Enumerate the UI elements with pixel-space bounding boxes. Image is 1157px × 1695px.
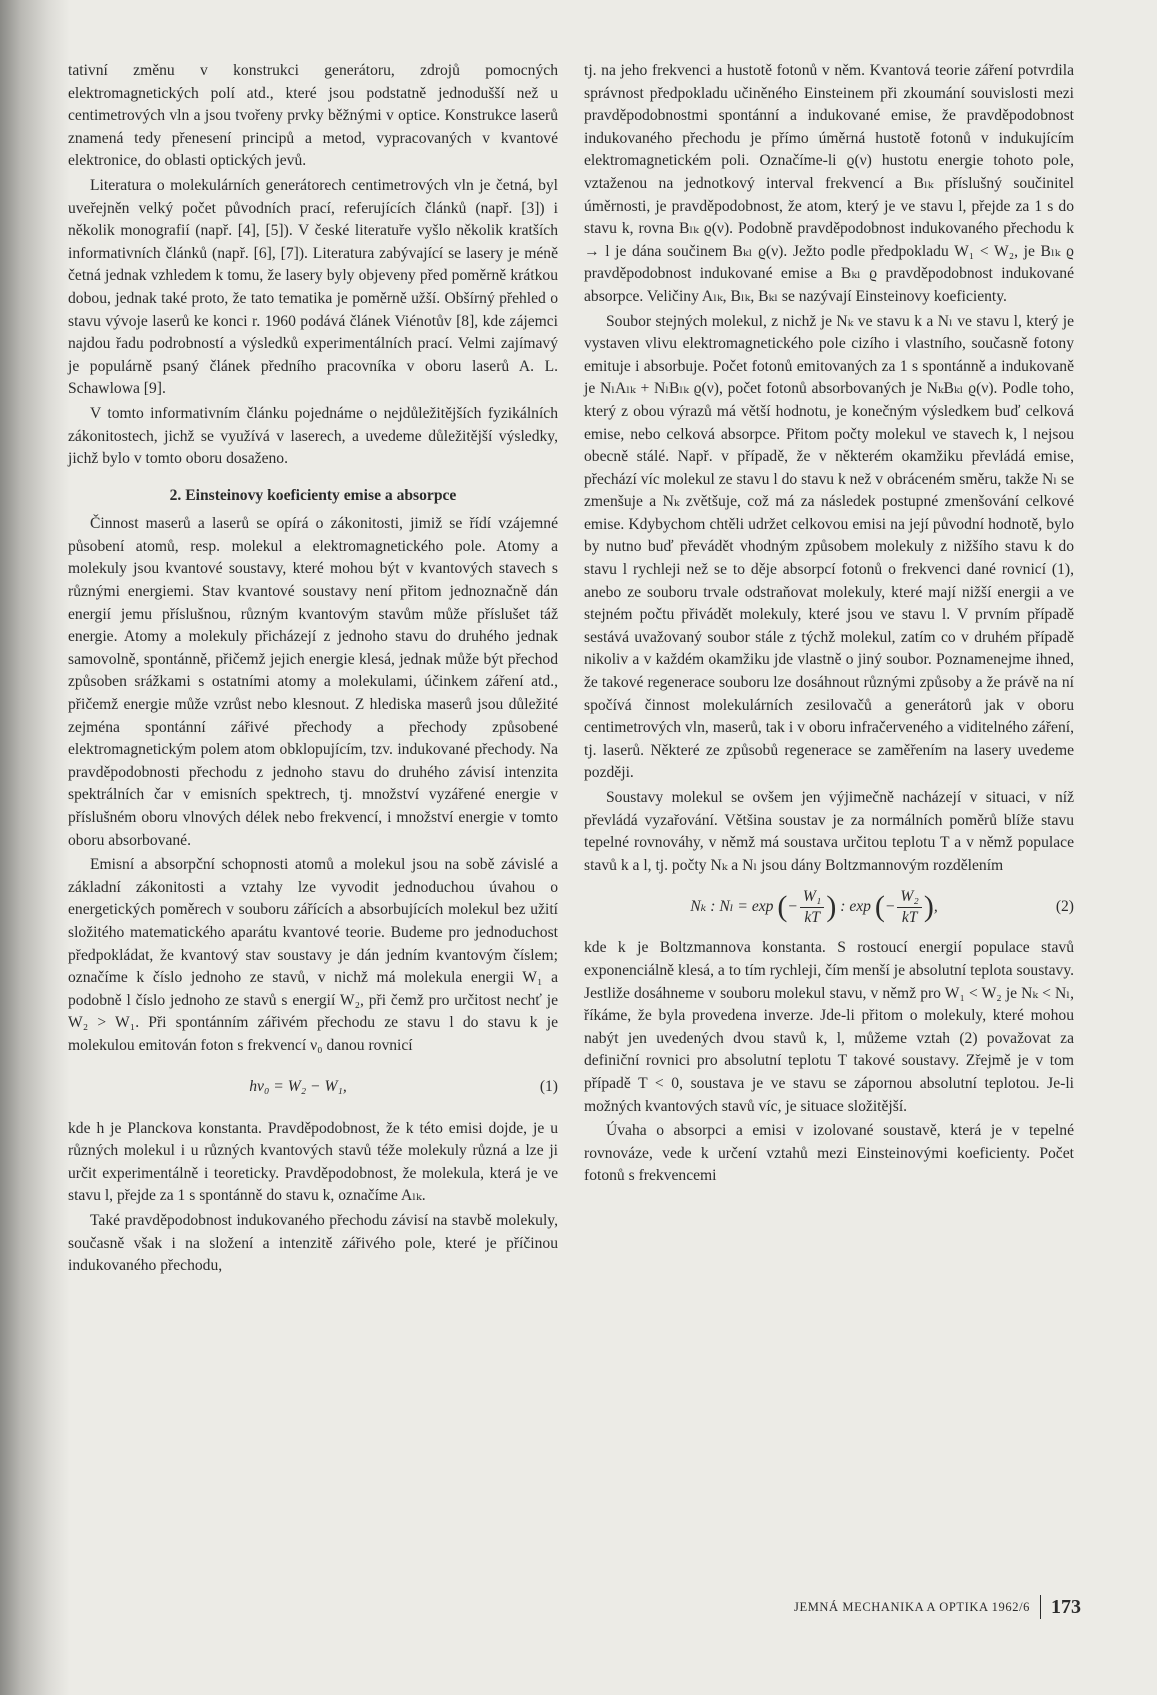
equation-body: Nₖ : Nₗ = exp (− $\frac{\text{W₁}}{kT}$ ) : exp (− $\frac{\text{W₂}}{kT}$ ), [690,887,938,926]
numerator: W₂ [897,887,921,908]
paragraph: kde k je Boltzmannova konstanta. S rostoucí energií populace stavů exponenciálně klesá, a to tím rychleji, čím menší je absolutní teplota soustavy. Jestliže dosáhneme v souboru molekul stavu, v němž pro W₁ < W₂ je Nₖ < Nₗ, říkáme, že byla provedena inverze. Jde-li přitom o molekuly, které mohou nabýt jen uvedených dvou stavů k, l, můžeme vztah (2) považovat za definiční rovnici pro absolutní teplotu T takové soustavy. Zřejmě je v tom případě T < 0, soustava je ve stavu se zápornou absolutní teplotou. Je-li možných kvantových stavů víc, je situace složitější. [584,939,1074,1115]
page-number: 173 [1051,1595,1081,1618]
denominator: kT [901,908,918,926]
equation-number: (2) [1055,898,1074,916]
paragraph: Také pravděpodobnost indukovaného přechodu závisí na stavbě molekuly, současně však i na složení a intenzitě zářivého pole, které je příčinou indukovaného přechodu, [68,1211,558,1275]
paragraph: Soustavy molekul se ovšem jen výjimečně nacházejí v situaci, v níž převládá vyzařování. Většina soustav je za normálních poměrů blíže stavu tepelné rovnováhy, v němž má soustava určitou teplotu T a v němž populace stavů k a l, tj. počty Nₖ a Nₗ jsou dány Boltzmannovým rozdělením [584,789,1074,874]
equation-2 [584,885,1074,929]
section-heading: 2. Einsteinovy koeficienty emise a absorpce [169,486,457,504]
paragraph: Emisní a absorpční schopnosti atomů a molekul jsou na sobě závislé a základní zákonitosti a vztahy lze vyvodit jednoduchou úvahou o energetických poměrech v souboru zářících a absorbujících molekul bez užití složitého matematického aparátu kvantové teorie. Budeme pro jednoduchost předpokládat, že kvantový stav soustavy je dán jedním kvantovým číslem; označíme k číslo jednoho ze stavů, v nichž má molekula energii W₁ a podobně l číslo jednoho ze stavů s energií W₂, při čemž pro určitost nechť je W₂ > W₁. Při spontánním zářivém přechodu ze stavu l do stavu k je molekulou emitován foton s frekvencí ν₀ danou rovnicí [68,856,558,1054]
equation-mid: : exp [840,897,871,915]
numerator: W₁ [800,887,824,908]
paragraph: tativní změnu v konstrukci generátoru, zdrojů pomocných elektromagnetických polí atd., které jsou podstatně jednodušší než u centimetrových vln a jsou tvořeny prvky běžnými v optice. Konstrukce laserů znamená tedy přenesení principů a metod, vypracovaných v kvantové elektronice, do oblasti optických jevů. [68,62,558,170]
paragraph: Činnost maserů a laserů se opírá o zákonitosti, jimiž se řídí vzájemné působení atomů, resp. molekul a elektromagnetického pole. Atomy a molekuly jsou kvantové soustavy, které mohou být v kvantových stavech s různými energiemi. Stav kvantové soustavy není přitom jednoznačně dán energií jemu příslušnou, různým kvantovým stavům může příslušet táž energie. Atomy a molekuly přicházejí z jednoho stavu do druhého jednak samovolně, spontánně, přičemž jejich energie klesá, jednak může být přechod způsoben srážkami s ostatními atomy a molekulami, účinkem záření atd., přičemž energie může vzrůst nebo klesnout. Z hlediska maserů jsou důležité zejména spontánní zářivé přechody a přechody způsobené elektromagnetickým polem atom obklopujícím, tzv. indukované přechody. Na pravděpodobnosti přechodu z jednoho stavu do druhého závisí intenzita spektrálních čar v emisních spektrech, tj. množství vyzářené energie v příslušném oboru vlnových délek nebo frekvencí, i množství energie v tomto oboru absorbované. [68,515,558,849]
paragraph: V tomto informativním článku pojednáme o nejdůležitějších fyzikálních zákonitostech, jichž se využívá v laserech, a uvedeme důležitější výsledky, jichž bylo v tomto oboru dosaženo. [68,404,558,468]
footer-divider [1040,1595,1041,1619]
denominator: kT [804,908,820,926]
equation-body: hν₀ = W₂ − W₁, [249,1078,347,1096]
paragraph: Literatura o molekulárních generátorech centimetrových vln je četná, byl uveřejněn velký počet původních prací, referujících článků (např. [3]) i několik monografií (např. [4], [5]). V české literatuře vyšlo několik kratších informativních článků (např. [6], [7]). Literatura zabývající se lasery je méně četná jednak vzhledem k tomu, že lasery byly objeveny před poměrně krátkou dobou, jednak také proto, že tato tematika je poměrně užší. Obšírný přehled o stavu vývoje laserů ke konci r. 1960 podává článek Viénotův [8], kde zájemci najdou řadu podrobností a výsledků experimentálních prací. Velmi zajímavý je populárně psaný článek předního pracovníka v oboru laserů A. L. Schawlowa [9]. [68,176,558,398]
paragraph: Úvaha o absorpci a emisi v izolované soustavě, která je v tepelné rovnováze, vede k určení vztahů mezi Einsteinovými koeficienty. Počet fotonů s frekvencemi [584,1122,1074,1185]
fraction [897,887,921,928]
right-column [584,60,1074,1188]
equation-number: (1) [539,1078,558,1096]
paragraph: Soubor stejných molekul, z nichž je Nₖ ve stavu k a Nₗ ve stavu l, který je vystaven vlivu elektromagnetického pole cizího i vlastního, současně fotony emituje i absorbuje. Počet fotonů emitovaných za 1 s spontánně a indukovaně je NₗAₗₖ + NₗBₗₖ ϱ(ν), počet fotonů absorbovaných je NₖBₖₗ ϱ(ν). Podle toho, který z obou výrazů má větší hodnotu, je konečným výsledkem buď celková emise, nebo celková absorpce. Přitom počty molekul ve stavech k, l nejsou obecně stálé. Např. v případě, že v některém okamžiku převládá emise, přechází víc molekul ze stavu l do stavu k než v obráceném směru, takže Nₗ se zmenšuje a Nₖ zvětšuje, což má za následek postupné zmenšování celkové emise. Kdybychom chtěli udržet celkovou emisi na její původní hodnotě, bylo by nutno buď převádět vhodným způsobem molekuly z nižšího stavu k do stavu l rychleji než se to děje absorpcí fotonů o frekvenci dané rovnicí (1), anebo ze souboru trvale odstraňovat molekuly, které mají nižší energii a ve stejném počtu přivádět molekuly, které jsou ve stavu l. V prvním případě sestává uvažovaný soubor stále z týchž molekul, zatím co v druhém případě nikoliv a v každém okamžiku jde vlastně o jiný soubor. Poznamenejme ihned, že takové regenerace souboru lze dosáhnout různými způsoby a že právě na ní spočívá činnost molekulárních zesilovačů a generátorů jak v oboru centimetrových vln, maserů, tak i v oboru infračerveného a viditelného záření, tj. laserů. Některé ze způsobů regenerace se zaměřením na lasery uvedeme později. [584,312,1074,782]
left-column [68,60,558,1278]
fraction [800,887,824,928]
page-footer [794,1595,1081,1619]
journal-name: JEMNÁ MECHANIKA A OPTIKA 1962/6 [794,1599,1030,1614]
equation-1 [68,1066,558,1110]
paragraph: tj. na jeho frekvenci a hustotě fotonů v něm. Kvantová teorie záření potvrdila správnost předpokladu učiněného Einsteinem při zkoumání souvislosti mezi pravděpodobnostmi spontánní a indukované emise, že pravděpodobnost indukovaného přechodu je přímo úměrná hustotě fotonů v indukujícím elektromagnetickém poli. Označíme-li ϱ(ν) hustotu energie tohoto pole, vztaženou na jednotkový interval frekvencí a Bₗₖ příslušný součinitel úměrnosti, je pravděpodobnost, že atom, který je ve stavu l, přejde za 1 s do stavu k, rovna Bₗₖ ϱ(ν). Podobně pravděpodobnost indukovaného přechodu k → l je dána součinem Bₖₗ ϱ(ν). Ježto podle předpokladu W₁ < W₂, je Bₗₖ ϱ pravděpodobnost indukované emise a Bₖₗ ϱ pravděpodobnost indukované absorpce. Veličiny Aₗₖ, Bₗₖ, Bₖₗ se nazývají Einsteinovy koeficienty. [584,62,1074,305]
equation-lhs: Nₖ : Nₗ = exp [690,897,774,915]
paragraph: kde h je Planckova konstanta. Pravděpodobnost, že k této emisi dojde, je u různých molekul i u různých kvantových stavů téže molekuly různá a lze ji určit experimentálně i teoreticky. Pravděpodobnost, že molekula, která je ve stavu l, přejde za 1 s spontánně do stavu k, označíme Aₗₖ. [68,1119,558,1205]
page-gutter-shadow [0,0,70,1695]
